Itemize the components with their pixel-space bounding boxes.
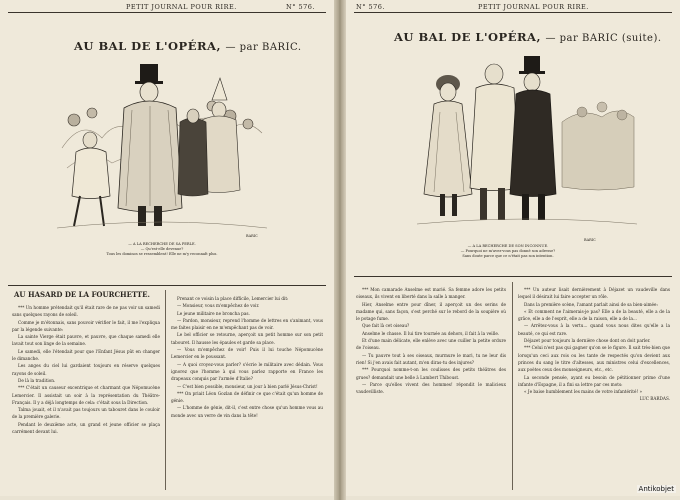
right-page <box>346 0 680 496</box>
paragraph: Déjazet pour toujours la dernière chose dont on doit parler. <box>524 338 651 344</box>
left-page <box>0 0 334 496</box>
paragraph: Talma jouait, et il n'avait pas toujours un tabouret dans le couloir de la première galerie. <box>12 407 160 420</box>
left-illustration-caption <box>62 242 262 257</box>
left-title-byline: — par BARIC. <box>225 42 302 53</box>
paragraph: — Monsieur, vous m'empêchez de voir. <box>177 303 260 309</box>
left-column-2 <box>171 295 323 494</box>
paragraph: — L'homme de génie, dit-il, c'est entre chose qu'un homme vous au monde avec un verre de vin dans la tête! <box>171 405 323 418</box>
watermark: Antikobjet <box>638 485 674 493</box>
paragraph: — Vous m'empêchez de voir! Puis il lui touche Népomucène Lemercier en le poussant. <box>171 347 323 360</box>
left-caption-line: — A LA RECHERCHE DE SA PERLE. <box>128 242 196 246</box>
left-section-rule <box>8 285 326 286</box>
paragraph: Prenant ce voisin la place difficile, Lemercier lui dit: <box>177 296 289 301</box>
paragraph: La seconde pensée, ayant eu besoin de pétitionner prime d'une infante d'Espagne, il a fini sa lettre par ces mots: <box>518 374 670 387</box>
right-caption-line: Sans doute parce que ce n'était pas son intention. <box>462 254 554 258</box>
paragraph: — A quoi croyez-vous parler? s'écrie le militaire avec dédain. Vous ignorez que l'homme à qui vous parlez rapporte en France les drapeaux conquis par l'armée d'Italie? <box>171 361 323 382</box>
right-illustration-caption <box>408 244 608 259</box>
paragraph: Le bel officier se retourne, aperçoit un petit homme sur son petit tabouret. Il hausse les épaules et garde sa place. <box>171 332 323 345</box>
left-column-1 <box>12 304 160 494</box>
left-page-number: N° 576. <box>286 3 315 11</box>
paragraph: Et d'une main délicate, elle enlève avec une cuiller la petite ordure de l'oiseau. <box>356 338 506 351</box>
right-title-text: AU BAL DE L'OPÉRA, <box>394 30 541 44</box>
left-opera-ball-illustration <box>52 58 272 238</box>
right-title-byline: — par BARIC (suite). <box>545 33 662 44</box>
right-column-divider <box>512 282 513 490</box>
paragraph: Le jeune militaire ne broncha pas. <box>177 310 250 316</box>
right-page-number: N° 576. <box>356 3 385 11</box>
paragraph: Dans la première scène, l'amant parlait ainsi de sa bien-aimée: <box>524 301 658 307</box>
paragraph: — C'est bien possible, monsieur, un jour à bien parlé Jésus-Christ! <box>177 383 318 389</box>
paragraph: *** Celui n'est pas qui gagner qu'on se le figure. Il sait très-bien que lorsqu'un ceci aux rois ou les tante de respectés qu'on devient aux princes du sang le titre d'altesses, aux ministres celui d'excellences, aux poètes ceux des monseigneurs, etc., etc. <box>518 345 670 373</box>
right-header-rule <box>354 12 672 13</box>
paragraph: « Je baise humblement les mains de votre infantérité! » <box>524 389 643 395</box>
book-gutter <box>334 0 346 500</box>
paragraph: La sainte Vierge était pauvre, et pauvre, que chaque samedi elle lavait tout son linge de la semaine. <box>12 334 160 347</box>
paragraph: Les anges du ciel lui gardaient toujours en réserve quelques rayons de soleil. <box>12 363 160 376</box>
paragraph: *** Pourquoi nomme-t-on les coulisses des petits théâtres des grues? demandait une belle à Lambert Thiboust. <box>356 367 506 380</box>
author-signature: LUC BARDAS. <box>639 396 670 402</box>
paragraph: — Parce qu'elles vivent des hommes! répondit le malicieux vaudevilliste. <box>356 381 506 395</box>
left-section-heading: AU HASARD DE LA FOURCHETTE. <box>14 290 150 299</box>
paragraph: Anselme le chasse. Il lui tire tournée au dehors, il fait à la veille. <box>362 330 500 336</box>
left-running-title: PETIT JOURNAL POUR RIRE. <box>126 3 237 11</box>
paragraph: *** Un homme prétendait qu'il était rare de ne pas voir un samedi sans quelques rayons de soleil. <box>12 305 160 318</box>
right-running-title: PETIT JOURNAL POUR RIRE. <box>478 3 589 11</box>
left-title-text: AU BAL DE L'OPÉRA, <box>74 39 221 53</box>
paragraph: Le samedi, elle l'étendait pour que l'Enfant Jésus pût en changer le dimanche. <box>12 348 160 362</box>
left-column-divider <box>165 290 166 490</box>
left-caption-line: — Qu'est-elle devenue? <box>140 247 184 251</box>
right-section-rule <box>354 276 672 277</box>
paragraph: — Tu pauvre tout à ses oiseaux, murmure le mari, tu ne leur dis rien! Si j'en avais fait autant, m'en diras-tu des injures? <box>356 352 506 365</box>
right-opera-ball-illustration <box>412 52 642 237</box>
paragraph: *** C'était un causeur excentrique et charmant que Népomucène Lemercier. Il assistait un soir à la représentation du Théâtre-Français. Il y a déjà longtemps de cela: c'était sous la Direction. <box>12 385 160 405</box>
right-caption-line: — Pourquoi ne m'avez-vous pas donné son adresse? <box>460 249 556 253</box>
right-column-2 <box>518 286 670 494</box>
paragraph: *** On priait Léon Gozlan de définir ce que c'était qu'un homme de génie. <box>171 390 323 404</box>
paragraph: — Arrêtez-vous à la vertu... quand vous nous dites qu'elle a la beauté, ce qui est rare. <box>518 323 670 336</box>
left-caption-line: Tous les dominos se ressemblent! Elle ne m'y reconnaît plus. <box>106 252 218 256</box>
paragraph: — Pardon, monsieur, reprend l'homme de lettres en s'animant, vous me faites plaisir en ne m'empêchant pas de voir. <box>171 317 323 331</box>
right-illustration-title <box>394 30 662 44</box>
left-header-rule <box>8 12 326 13</box>
left-illustration-signature: BARIC <box>246 234 258 238</box>
right-caption-line: — A LA RECHERCHE DE SON INCONNUE. <box>467 244 549 248</box>
paragraph: Comme je m'étonnais, sans pouvoir vérifier le fait, il me l'expliqua par la légende suivante: <box>12 319 160 332</box>
right-column-1 <box>356 286 506 494</box>
paragraph: « Et comment ne l'aimerais-je pas? Elle a de la beauté, elle a de la grâce, elle a de l'esprit, elle a de la raison, elle a de la... <box>518 308 670 322</box>
paragraph: Que fait là cet oiseau? <box>362 323 410 329</box>
paragraph: *** Mon camarade Anselme est marié. Sa femme adore les petits oiseaux, ils vivent en liberté dans la salle à manger. <box>356 287 506 300</box>
right-illustration-signature: BARIC <box>584 238 596 242</box>
paragraph: Hier, Anselme entre pour dîner, il aperçoit un des serins de madame qui, sans façon, s'est perché sur le rebord de la soupière où le potage fume. <box>356 301 506 322</box>
paragraph: Pendant le deuxième acte, un grand et jeune officier se plaça carrément devant lui. <box>12 421 160 435</box>
left-illustration-title <box>74 39 302 53</box>
paragraph: *** Un auteur lisait dernièrement à Déjazet un vaudeville dans lequel il désirait lui faire accepter un rôle. <box>518 287 670 300</box>
paragraph: De là la tradition. <box>18 377 56 383</box>
